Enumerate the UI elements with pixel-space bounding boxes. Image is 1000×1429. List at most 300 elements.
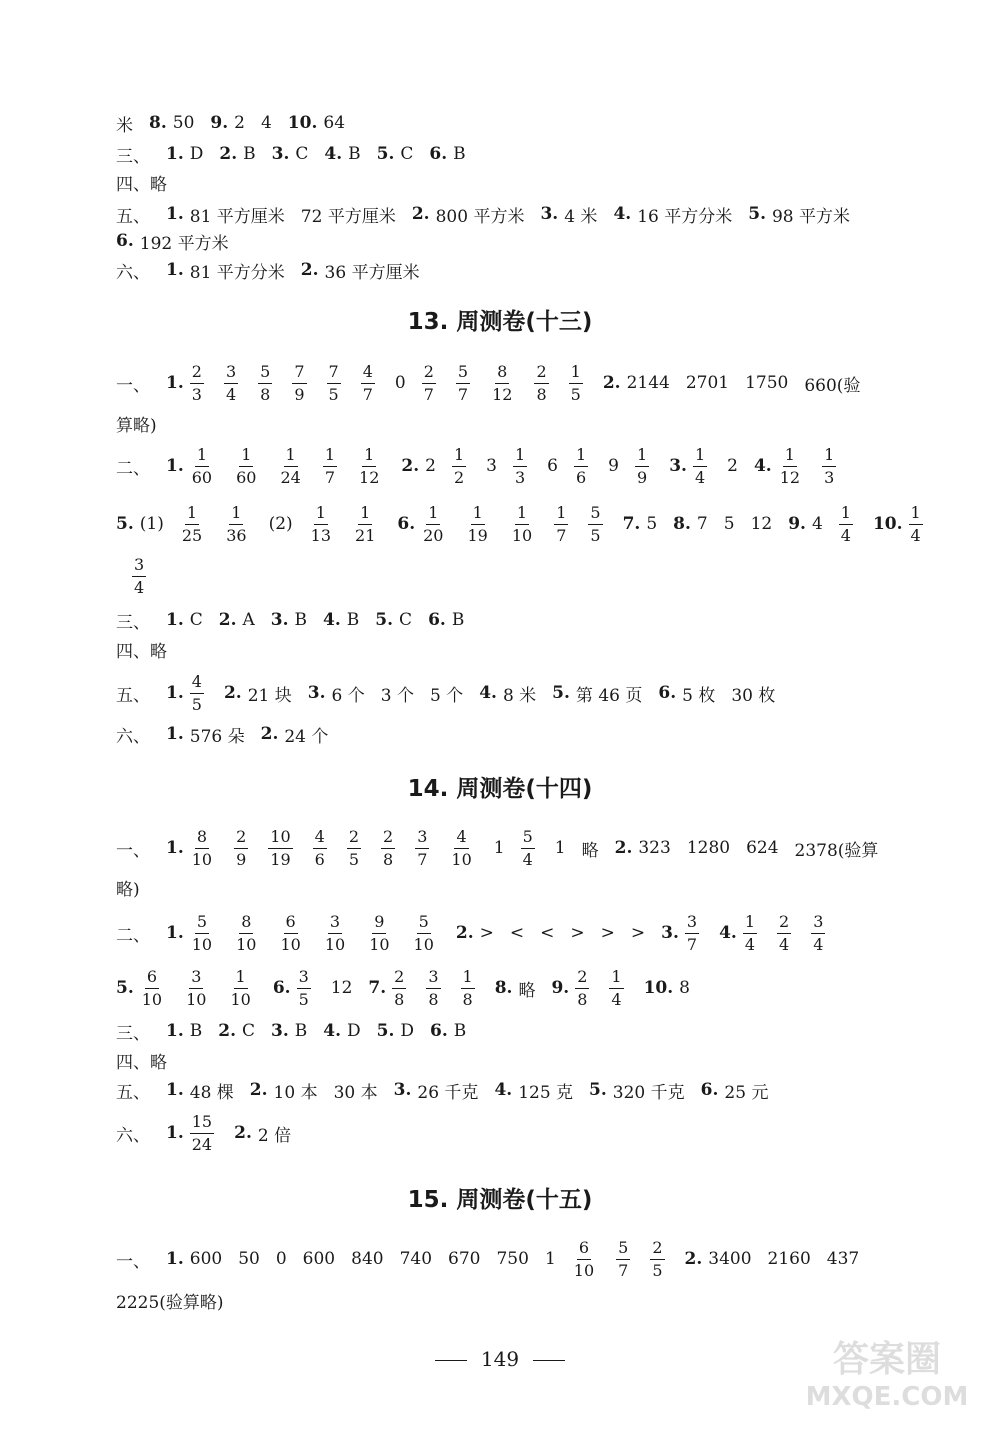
fraction-numerator: 4 <box>313 829 327 849</box>
answer-text: 五、 <box>116 1082 150 1103</box>
question-number: 1. <box>166 1123 184 1143</box>
fraction-denominator: 10 <box>413 934 434 954</box>
fraction-numerator: 1 <box>362 447 376 467</box>
fraction <box>234 826 248 869</box>
fraction-numerator: 2 <box>422 364 436 384</box>
fraction-numerator: 4 <box>190 674 204 694</box>
fraction <box>297 966 311 1009</box>
answer-text: 三、 <box>116 1023 150 1044</box>
fraction-numerator: 8 <box>195 829 209 849</box>
fraction <box>778 444 802 487</box>
question-number: 1. <box>166 838 184 858</box>
answer-text: C <box>242 1021 256 1041</box>
answer-text: B <box>346 610 360 630</box>
fraction <box>292 361 306 404</box>
answer-text: 9 <box>608 456 619 476</box>
fraction <box>309 502 333 545</box>
fraction <box>323 444 337 487</box>
fraction-numerator: 1 <box>574 447 588 467</box>
fraction-numerator: 2 <box>534 364 548 384</box>
answer-text: 六、 <box>116 1125 150 1146</box>
fraction <box>588 502 602 545</box>
fraction <box>268 826 292 869</box>
fraction <box>421 502 445 545</box>
fraction <box>693 444 707 487</box>
fraction-numerator: 2 <box>777 914 791 934</box>
fraction-numerator: 5 <box>195 914 209 934</box>
question-number: 6. <box>397 514 416 534</box>
fraction <box>392 966 406 1009</box>
fraction-numerator: 1 <box>783 447 797 467</box>
fraction-denominator: 10 <box>230 989 251 1009</box>
answer-text: 36 平方厘米 <box>324 262 420 283</box>
fraction-numerator: 1 <box>909 505 923 525</box>
answer-text: (2) <box>268 514 293 534</box>
fraction-numerator: 1 <box>358 505 372 525</box>
answer-text: B <box>453 1021 467 1041</box>
question-number: 10. <box>872 514 903 534</box>
fraction-denominator: 12 <box>779 467 801 487</box>
fraction-denominator: 3 <box>514 467 526 487</box>
question-number: 5. <box>116 514 134 534</box>
fraction <box>777 911 791 954</box>
question-number: 8. <box>673 514 691 534</box>
question-number: 1. <box>166 610 184 630</box>
question-number: 9. <box>788 514 806 534</box>
fraction-numerator: 5 <box>521 829 535 849</box>
question-number: 1. <box>166 1080 184 1100</box>
fraction-denominator: 4 <box>522 849 533 869</box>
fraction-denominator: 8 <box>428 989 439 1009</box>
answer-text: 30 本 <box>333 1082 378 1103</box>
fraction <box>909 502 923 545</box>
page-number-text: 149 <box>480 1347 520 1371</box>
question-number: 2. <box>401 456 420 476</box>
answer-text: B <box>189 1021 203 1041</box>
answer-text: 2160 <box>767 1249 811 1269</box>
answer-line-l13-9 <box>116 721 960 747</box>
answer-text: B <box>453 144 466 164</box>
fraction-numerator: 5 <box>588 505 602 525</box>
answer-text: 50 <box>172 113 195 133</box>
answer-line-l-top2 <box>116 141 960 167</box>
answer-line-l15-1 <box>116 1231 960 1287</box>
answer-text: 3400 <box>708 1249 752 1269</box>
fraction-numerator: 2 <box>575 969 589 989</box>
fraction-numerator: 6 <box>284 914 298 934</box>
answer-line-l-top4 <box>116 201 960 227</box>
answer-line-l14-1 <box>116 820 960 876</box>
fraction-denominator: 60 <box>236 467 257 487</box>
fraction-denominator: 8 <box>260 384 271 404</box>
answer-text: 2378(验算 <box>794 840 879 861</box>
answer-text: 21 块 <box>247 685 292 706</box>
answer-text: 3 <box>486 456 497 476</box>
question-number: 3. <box>307 683 326 703</box>
fraction-denominator: 60 <box>191 467 213 487</box>
question-number: 5. <box>748 204 766 224</box>
answer-line-l-top3 <box>116 169 960 195</box>
fraction-denominator: 7 <box>686 934 698 954</box>
fraction <box>381 826 395 869</box>
answer-line-l13-8 <box>116 665 960 721</box>
fraction-numerator: 1 <box>195 447 209 467</box>
fraction-denominator: 7 <box>457 384 469 404</box>
fraction-denominator: 10 <box>324 934 346 954</box>
fraction-numerator: 1 <box>839 505 853 525</box>
question-number: 6. <box>272 978 291 998</box>
answer-text: 五、 <box>116 206 150 227</box>
fraction <box>575 966 589 1009</box>
question-number: 4. <box>753 456 772 476</box>
question-number: 7. <box>368 978 387 998</box>
answer-text: C <box>400 144 414 164</box>
answer-text: 2144 <box>626 373 670 393</box>
fraction <box>452 444 466 487</box>
fraction-numerator: 1 <box>471 505 485 525</box>
section-title-t14: 14. 周测卷(十四) <box>407 776 593 802</box>
fraction <box>184 966 208 1009</box>
answer-text: 2701 <box>685 373 730 393</box>
answer-text: 12 <box>330 978 353 998</box>
answer-line-l14-4 <box>116 960 960 1016</box>
fraction-denominator: 10 <box>280 934 301 954</box>
question-number: 1. <box>166 923 184 943</box>
question-number: 4. <box>613 204 632 224</box>
fraction-numerator: 6 <box>145 969 159 989</box>
fraction-numerator: 1 <box>693 447 707 467</box>
answer-text: 7 <box>696 514 708 534</box>
answer-text: 800 平方米 <box>435 206 525 227</box>
fraction-denominator: 10 <box>236 934 257 954</box>
answer-text: 一、 <box>116 840 150 861</box>
fraction <box>422 361 436 404</box>
fraction-numerator: 1 <box>635 447 649 467</box>
fraction-numerator: 1 <box>822 447 836 467</box>
question-number: 2. <box>411 204 430 224</box>
answer-text: 192 平方米 <box>139 233 229 254</box>
fraction-numerator: 3 <box>811 914 825 934</box>
answer-text: A <box>242 610 255 630</box>
fraction-denominator: 9 <box>637 467 648 487</box>
fraction-numerator: 8 <box>239 914 253 934</box>
fraction <box>140 966 164 1009</box>
answer-text: 25 元 <box>724 1082 769 1103</box>
fraction-numerator: 2 <box>392 969 406 989</box>
fraction-numerator: 1 <box>743 914 757 934</box>
answer-text: 六、 <box>116 726 150 747</box>
question-number: 5. <box>116 978 134 998</box>
fraction-denominator: 21 <box>355 525 376 545</box>
answer-text: 6 个 <box>331 685 365 706</box>
fraction <box>224 502 248 545</box>
fraction-denominator: 8 <box>577 989 588 1009</box>
question-number: 6. <box>700 1080 719 1100</box>
answer-text: 740 <box>399 1249 433 1269</box>
question-number: 5. <box>376 144 395 164</box>
question-number: 1. <box>166 456 184 476</box>
answer-text: 1 <box>544 1249 556 1269</box>
answer-line-l14-8 <box>116 1105 960 1161</box>
fraction-numerator: 4 <box>454 829 468 849</box>
answer-text: > <box>570 923 585 943</box>
page-number-dash-left <box>435 1360 467 1361</box>
fraction-denominator: 19 <box>467 525 488 545</box>
answer-text: 略) <box>116 879 140 900</box>
answer-text: 320 千克 <box>612 1082 685 1103</box>
answer-text: 四、略 <box>116 1052 167 1073</box>
fraction <box>426 966 440 1009</box>
fraction <box>278 444 302 487</box>
fraction <box>412 911 436 954</box>
fraction <box>357 444 381 487</box>
answer-text: 略 <box>581 840 599 861</box>
answer-text: 12 <box>750 514 773 534</box>
fraction-numerator: 5 <box>456 364 470 384</box>
fraction <box>190 911 214 954</box>
answer-text: 6 <box>547 456 558 476</box>
question-number: 2. <box>684 1249 703 1269</box>
fraction <box>510 502 534 545</box>
question-number: 3. <box>393 1080 412 1100</box>
fraction <box>234 444 258 487</box>
question-number: 4. <box>323 610 341 630</box>
fraction <box>534 361 548 404</box>
fraction <box>367 911 391 954</box>
fraction-denominator: 12 <box>492 384 513 404</box>
fraction-numerator: 15 <box>190 1114 214 1134</box>
fraction <box>278 911 302 954</box>
fraction <box>323 911 347 954</box>
fraction <box>313 826 327 869</box>
fraction-numerator: 1 <box>323 447 337 467</box>
answer-text: D <box>347 1021 361 1041</box>
answer-text: 125 克 <box>518 1082 574 1103</box>
answer-text: 2 <box>425 456 436 476</box>
section-title-t15: 15. 周测卷(十五) <box>407 1187 593 1213</box>
answer-text: 5 枚 <box>682 685 716 706</box>
fraction <box>554 502 568 545</box>
fraction-numerator: 2 <box>381 829 395 849</box>
answer-line-l14-2 <box>116 874 960 900</box>
answer-text: 16 平方分米 <box>637 206 733 227</box>
fraction-denominator: 10 <box>511 525 533 545</box>
answer-text: 600 <box>302 1249 336 1269</box>
answer-text: C <box>399 610 413 630</box>
fraction <box>449 826 473 869</box>
fraction-numerator: 4 <box>361 364 375 384</box>
question-number: 9. <box>210 113 229 133</box>
fraction <box>521 826 535 869</box>
answer-text: 2 <box>234 113 245 133</box>
fraction-numerator: 7 <box>292 364 306 384</box>
question-number: 2. <box>614 838 633 858</box>
answer-text: 一、 <box>116 375 150 396</box>
answer-line-l14-6 <box>116 1047 960 1073</box>
fraction-denominator: 25 <box>181 525 203 545</box>
page-number-dash-right <box>533 1360 565 1361</box>
fraction-denominator: 7 <box>324 467 336 487</box>
answer-text: 600 <box>189 1249 223 1269</box>
answer-text: 81 平方分米 <box>189 262 285 283</box>
answer-text: < <box>540 923 555 943</box>
answer-text: < <box>509 923 525 943</box>
question-number: 2. <box>219 144 238 164</box>
section-title-t13: 13. 周测卷(十三) <box>407 309 593 335</box>
watermark-bottom-text: MXQE.COM <box>805 1382 969 1412</box>
fraction-numerator: 6 <box>577 1240 591 1260</box>
answer-text: 四、略 <box>116 641 167 662</box>
question-number: 10. <box>287 113 318 133</box>
fraction-numerator: 1 <box>314 505 328 525</box>
answer-text: 0 <box>394 373 406 393</box>
fraction-numerator: 1 <box>426 505 440 525</box>
question-number: 5. <box>552 683 570 703</box>
answer-text: > <box>479 923 494 943</box>
fraction-denominator: 10 <box>573 1260 595 1280</box>
question-number: 1. <box>166 373 184 393</box>
question-number: 5. <box>376 1021 395 1041</box>
answer-text: B <box>243 144 256 164</box>
fraction <box>685 911 699 954</box>
question-number: 6. <box>429 144 448 164</box>
question-number: 8. <box>149 113 167 133</box>
fraction-numerator: 10 <box>268 829 292 849</box>
answer-text: B <box>348 144 361 164</box>
answer-text: B <box>294 610 308 630</box>
question-number: 7. <box>622 514 641 534</box>
fraction-denominator: 4 <box>134 577 145 597</box>
fraction <box>839 502 853 545</box>
fraction-denominator: 5 <box>570 384 581 404</box>
answer-text: 2 <box>727 456 738 476</box>
answer-text: 4 <box>811 514 823 534</box>
answer-text: 624 <box>746 838 779 858</box>
answer-text: 4 米 <box>564 206 598 227</box>
answer-text: 六、 <box>116 262 150 283</box>
question-number: 2. <box>260 724 279 744</box>
answer-text: 四、略 <box>116 174 167 195</box>
question-number: 3. <box>669 456 687 476</box>
answer-text: 0 <box>275 1249 287 1269</box>
answer-text: D <box>400 1021 415 1041</box>
answer-text: 8 米 <box>502 685 537 706</box>
fraction <box>635 444 649 487</box>
answer-line-l13-2 <box>116 410 960 436</box>
question-number: 3. <box>661 923 679 943</box>
answer-line-l14-3 <box>116 905 960 961</box>
answer-text: 1 <box>493 838 505 858</box>
fraction <box>224 361 238 404</box>
answer-text: 1 <box>554 838 566 858</box>
fraction <box>456 361 470 404</box>
question-number: 3. <box>270 610 289 630</box>
answer-line-l13-5 <box>116 548 960 604</box>
fraction-numerator: 3 <box>297 969 311 989</box>
fraction-denominator: 4 <box>910 525 921 545</box>
answer-text: 670 <box>448 1249 481 1269</box>
fraction-denominator: 5 <box>191 694 202 714</box>
question-number: 6. <box>658 683 677 703</box>
fraction-numerator: 2 <box>234 829 248 849</box>
answer-line-l-top5 <box>116 228 960 254</box>
fraction-denominator: 2 <box>453 467 465 487</box>
answer-text: 五、 <box>116 685 150 706</box>
fraction-numerator: 1 <box>515 505 529 525</box>
answer-text: 5 <box>646 514 658 534</box>
fraction-denominator: 4 <box>694 467 706 487</box>
fraction-denominator: 5 <box>590 525 601 545</box>
fraction-numerator: 3 <box>426 969 440 989</box>
question-number: 8. <box>494 978 513 998</box>
question-number: 1. <box>166 1249 184 1269</box>
fraction <box>327 361 341 404</box>
fraction-numerator: 1 <box>284 447 298 467</box>
fraction-numerator: 1 <box>452 447 466 467</box>
fraction-numerator: 1 <box>461 969 475 989</box>
answer-text: 5 <box>723 514 735 534</box>
fraction-denominator: 5 <box>328 384 339 404</box>
fraction-denominator: 24 <box>280 467 301 487</box>
fraction-denominator: 4 <box>813 934 824 954</box>
fraction <box>822 444 836 487</box>
answer-text: 4 <box>260 113 272 133</box>
question-number: 1. <box>166 204 184 224</box>
fraction <box>180 502 204 545</box>
fraction-numerator: 7 <box>327 364 341 384</box>
fraction <box>190 444 214 487</box>
fraction <box>132 554 146 597</box>
fraction <box>234 911 258 954</box>
fraction <box>743 911 757 954</box>
answer-text: 750 <box>496 1249 529 1269</box>
answer-line-l13-6 <box>116 607 960 633</box>
fraction-numerator: 5 <box>258 364 272 384</box>
answer-line-l14-7 <box>116 1077 960 1103</box>
answer-line-l15-2 <box>116 1287 960 1313</box>
answer-text: 略 <box>518 980 536 1001</box>
fraction-denominator: 7 <box>556 525 567 545</box>
fraction-numerator: 1 <box>609 969 623 989</box>
fraction-denominator: 5 <box>348 849 360 869</box>
fraction-denominator: 10 <box>451 849 472 869</box>
fraction <box>228 966 252 1009</box>
answer-line-l-top6 <box>116 257 960 283</box>
fraction-numerator: 3 <box>685 914 699 934</box>
fraction <box>190 361 204 404</box>
question-number: 2. <box>455 923 474 943</box>
fraction <box>574 444 588 487</box>
fraction-numerator: 2 <box>347 829 361 849</box>
watermark-top-text: 答案圈 <box>832 1339 942 1380</box>
fraction <box>353 502 377 545</box>
fraction-denominator: 8 <box>536 384 547 404</box>
fraction <box>190 826 214 869</box>
question-number: 1. <box>166 1021 184 1041</box>
fraction-numerator: 1 <box>554 505 568 525</box>
answer-text: 一、 <box>116 1251 150 1272</box>
question-number: 2. <box>300 260 319 280</box>
answer-text: 26 千克 <box>417 1082 479 1103</box>
fraction <box>490 361 514 404</box>
question-number: 6. <box>430 1021 448 1041</box>
question-number: 3. <box>271 1021 289 1041</box>
answer-text: 98 平方米 <box>771 206 851 227</box>
question-number: 1. <box>166 260 184 280</box>
answer-text: 三、 <box>116 612 150 633</box>
fraction-denominator: 4 <box>611 989 622 1009</box>
fraction-denominator: 7 <box>417 849 428 869</box>
